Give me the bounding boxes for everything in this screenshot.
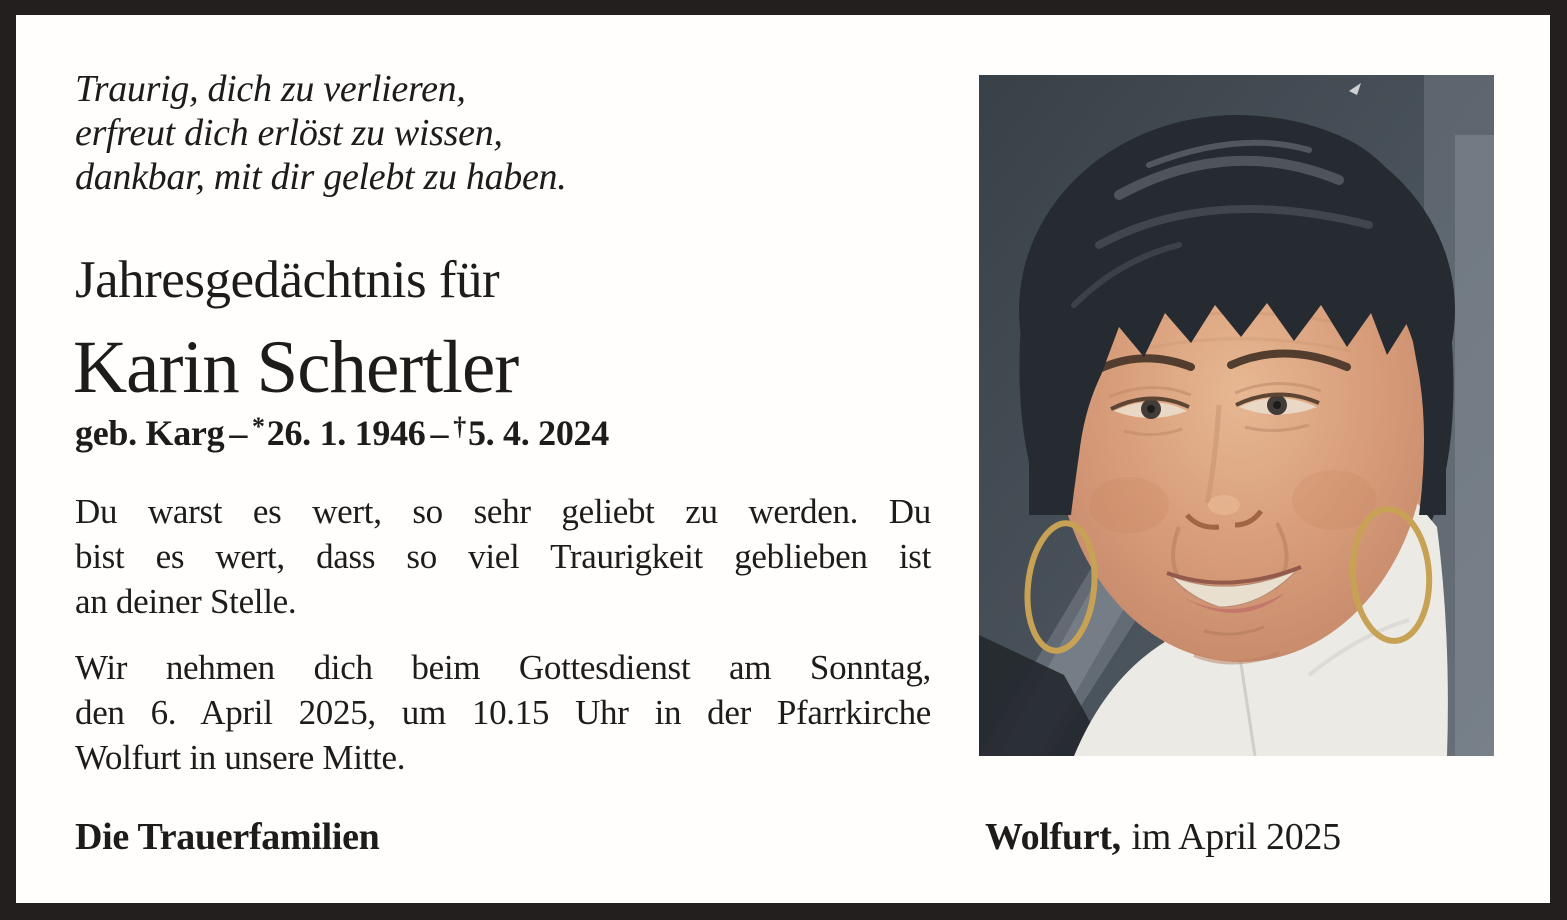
text-line: erfreut dich erlöst zu wissen, — [75, 112, 503, 154]
dash-separator: – — [430, 412, 449, 453]
memorial-paragraph-1 — [75, 489, 931, 624]
text-line: Traurig, dich zu verlieren, — [75, 68, 466, 110]
place-date-line — [985, 815, 1341, 859]
birth-death-line — [75, 411, 609, 455]
text-line: dankbar, mit dir gelebt zu haben. — [75, 156, 567, 198]
death-date: 5. 4. 2024 — [467, 412, 609, 453]
birth-star-symbol: * — [252, 412, 265, 441]
text-line: Du warst es wert, so sehr geliebt zu werden. Du — [75, 492, 931, 531]
text-line: an deiner Stelle. — [75, 582, 297, 621]
maiden-name: geb. Karg — [75, 412, 225, 453]
portrait-photo-illustration — [979, 75, 1494, 756]
place-name: Wolfurt, — [985, 816, 1121, 858]
occasion-title: Jahresgedächtnis für — [75, 251, 500, 309]
birth-date: 26. 1. 1946 — [266, 412, 426, 453]
deceased-name: Karin Schertler — [73, 326, 519, 409]
dash-separator: – — [229, 412, 248, 453]
date-text: im April 2025 — [1131, 816, 1341, 858]
portrait-photo — [979, 75, 1494, 756]
death-dagger-symbol: † — [453, 412, 466, 441]
text-line: den 6. April 2025, um 10.15 Uhr in der Pfarrkirche — [75, 693, 931, 732]
memorial-verse — [75, 67, 566, 199]
signature-line: Die Trauerfamilien — [75, 816, 380, 858]
memorial-paragraph-2 — [75, 645, 931, 780]
text-line: bist es wert, dass so viel Traurigkeit geblieben ist — [75, 537, 931, 576]
text-line: Wir nehmen dich beim Gottesdienst am Sonntag, — [75, 648, 931, 687]
memorial-card — [16, 15, 1550, 903]
text-line: Wolfurt in unsere Mitte. — [75, 738, 406, 777]
